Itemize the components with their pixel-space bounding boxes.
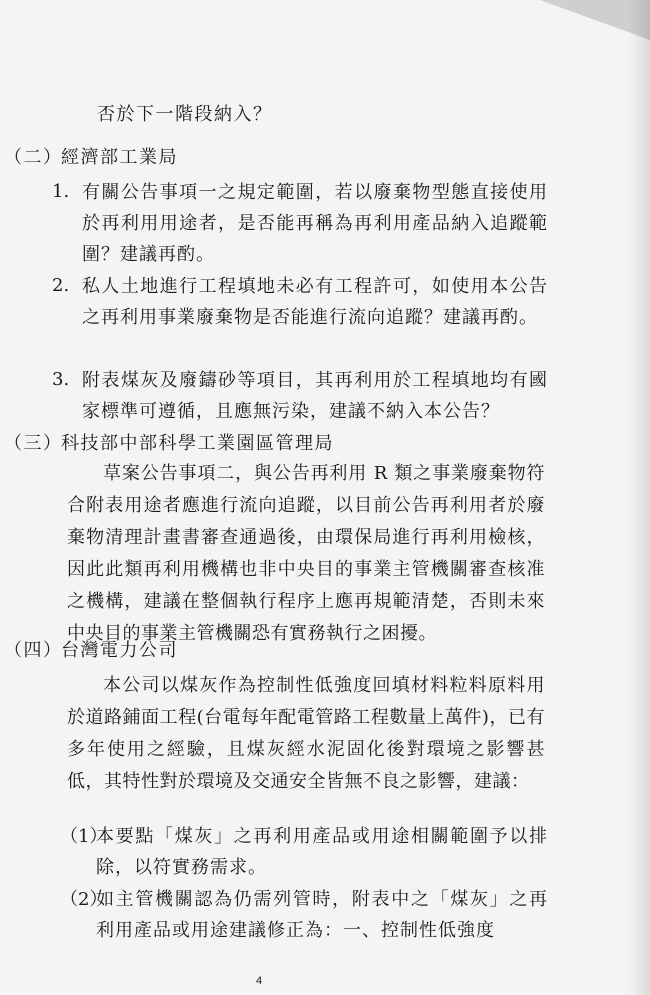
item-text-3: 附表煤灰及廢鑄砂等項目，其再利用於工程填地均有國家標準可遵循，且應無污染，建議不納入本公告？ <box>82 370 548 422</box>
item-number-3: 3. <box>52 369 70 390</box>
section-marker-3: （三） <box>4 433 63 454</box>
section-4-paragraph: 本公司以煤灰作為控制性低強度回填材料粒料原料用於道路鋪面工程(台電每年配電管路工程數量上萬件)，已有多年使用之經驗，且煤灰經水泥固化後對環境之影響甚低，其特性對於環境及交通安全皆無不良之影響，建議： <box>67 675 545 792</box>
section-3-paragraph: 草案公告事項二，與公告再利用 R 類之事業廢棄物符合附表用途者應進行流向追蹤，以目前公告再利用者於廢棄物清理計畫書審查通過後，由環保局進行再利用檢核，因此此類再利用機構也非中央目的事業主管機關審查核准之機構，建議在整個執行程序上應再規範清楚，否則未來中央目的事業主管機關恐有實務執行之困擾。 <box>67 463 545 644</box>
section-marker-2: （二） <box>4 147 63 168</box>
subitem-text-2: 如主管機關認為仍需列管時，附表中之「煤灰」之再利用產品或用途建議修正為：一、控制性低強度 <box>96 889 548 941</box>
section-marker-4: （四） <box>4 640 63 661</box>
page-number: 4 <box>256 975 263 987</box>
continuation-line: 否於下一階段納入？ <box>97 104 273 125</box>
item-number-1: 1. <box>52 181 70 202</box>
item-text-2: 私人土地進行工程填地未必有工程許可，如使用本公告之再利用事業廢棄物是否能進行流向追蹤？建議再酌。 <box>82 276 548 328</box>
subitem-number-2: （2） <box>60 889 108 910</box>
item-text-1: 有關公告事項一之規定範圍，若以廢棄物型態直接使用於再利用用途者，是否能再稱為再利用產品納入追蹤範圍？建議再酌。 <box>82 182 548 265</box>
page-edge-shadow <box>628 0 650 995</box>
section-heading-3: 科技部中部科學工業園區管理局 <box>61 433 334 454</box>
subitem-text-1: 本要點「煤灰」之再利用產品或用途相關範圍予以排除，以符實務需求。 <box>96 826 548 878</box>
subitem-number-1: （1） <box>60 826 108 847</box>
section-heading-2: 經濟部工業局 <box>61 147 178 168</box>
section-heading-4: 台灣電力公司 <box>61 640 178 661</box>
item-number-2: 2. <box>52 275 70 296</box>
